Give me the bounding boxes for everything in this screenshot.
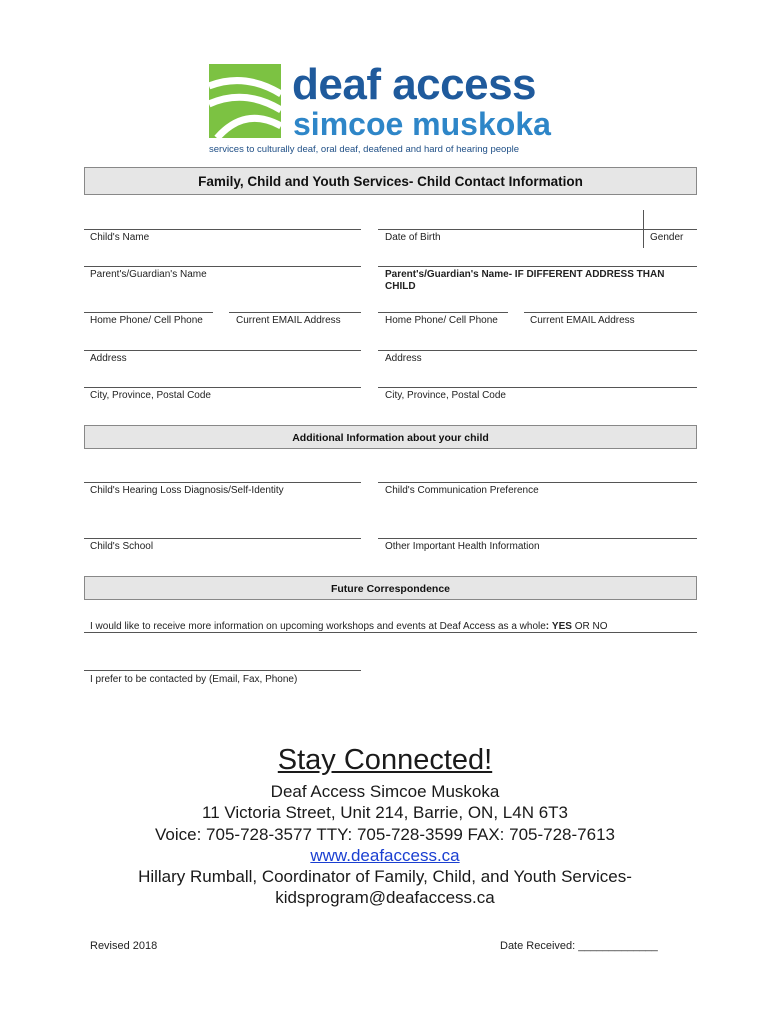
address-field[interactable] xyxy=(84,350,361,351)
home-phone-alt-label: Home Phone/ Cell Phone xyxy=(385,315,498,326)
no-option[interactable]: OR NO xyxy=(574,621,608,632)
section-future-correspondence: Future Correspondence xyxy=(84,576,697,600)
contact-email: kidsprogram@deafaccess.ca xyxy=(275,888,495,907)
address-alt-label: Address xyxy=(385,353,422,364)
parent-name-field[interactable] xyxy=(84,266,361,267)
school-field[interactable] xyxy=(84,538,361,539)
workshops-question xyxy=(90,621,608,632)
website-row xyxy=(0,846,770,866)
city-alt-label: City, Province, Postal Code xyxy=(385,390,506,401)
date-received: Date Received: _____________ xyxy=(500,940,658,952)
home-phone-field[interactable] xyxy=(84,312,213,313)
address-label: Address xyxy=(90,353,127,364)
org-phones: Voice: 705-728-3577 TTY: 705-728-3599 FAX: 705-728-7613 xyxy=(155,825,615,844)
city-label: City, Province, Postal Code xyxy=(90,390,211,401)
hearing-loss-field[interactable] xyxy=(84,482,361,483)
workshops-question-colon: : xyxy=(545,621,550,632)
website-link[interactable]: www.deafaccess.ca xyxy=(310,846,460,865)
email-field[interactable] xyxy=(229,312,361,313)
parent-name-label: Parent's/Guardian's Name xyxy=(90,269,207,280)
email-label: Current EMAIL Address xyxy=(236,315,341,326)
org-address: 11 Victoria Street, Unit 214, Barrie, ON, L4N 6T3 xyxy=(202,803,568,822)
home-phone-label: Home Phone/ Cell Phone xyxy=(90,315,203,326)
section-additional-info: Additional Information about your child xyxy=(84,425,697,449)
communication-field[interactable] xyxy=(378,482,697,483)
city-field[interactable] xyxy=(84,387,361,388)
logo-subtitle: simcoe muskoka xyxy=(293,106,551,142)
health-info-label: Other Important Health Information xyxy=(385,541,540,552)
email-alt-label: Current EMAIL Address xyxy=(530,315,635,326)
parent-name-alt-field[interactable] xyxy=(378,266,697,267)
yes-option[interactable]: YES xyxy=(551,621,572,632)
communication-label: Child's Communication Preference xyxy=(385,485,539,496)
address-alt-field[interactable] xyxy=(378,350,697,351)
form-title: Family, Child and Youth Services- Child Contact Information xyxy=(84,167,697,195)
logo-mark-icon xyxy=(209,64,281,138)
workshops-answer-field[interactable] xyxy=(84,632,697,633)
date-of-birth-label: Date of Birth xyxy=(385,232,441,243)
workshops-question-text: I would like to receive more information on upcoming workshops and events at Deaf Access as a whole xyxy=(90,621,546,632)
revised-date: Revised 2018 xyxy=(90,940,158,952)
contact-preference-field[interactable] xyxy=(84,670,361,671)
home-phone-alt-field[interactable] xyxy=(378,312,508,313)
org-name: Deaf Access Simcoe Muskoka xyxy=(270,782,500,801)
gender-field[interactable] xyxy=(643,229,697,230)
childs-name-field[interactable] xyxy=(84,229,361,230)
coordinator: Hillary Rumball, Coordinator of Family, Child, and Youth Services- xyxy=(138,867,632,886)
parent-name-alt-label: Parent's/Guardian's Name- IF DIFFERENT ADDRESS THAN CHILD xyxy=(385,269,665,292)
logo-title: deaf access xyxy=(292,60,537,109)
childs-name-label: Child's Name xyxy=(90,232,150,243)
contact-preference-label: I prefer to be contacted by (Email, Fax, Phone) xyxy=(90,674,298,685)
hearing-loss-label: Child's Hearing Loss Diagnosis/Self-Identity xyxy=(90,485,284,496)
school-label: Child's School xyxy=(90,541,154,552)
email-alt-field[interactable] xyxy=(524,312,697,313)
city-alt-field[interactable] xyxy=(378,387,697,388)
gender-label: Gender xyxy=(650,232,684,243)
health-info-field[interactable] xyxy=(378,538,697,539)
date-of-birth-field[interactable] xyxy=(378,229,643,230)
logo-tagline: services to culturally deaf, oral deaf, deafened and hard of hearing people xyxy=(209,144,520,155)
stay-connected-heading: Stay Connected! xyxy=(277,744,493,776)
